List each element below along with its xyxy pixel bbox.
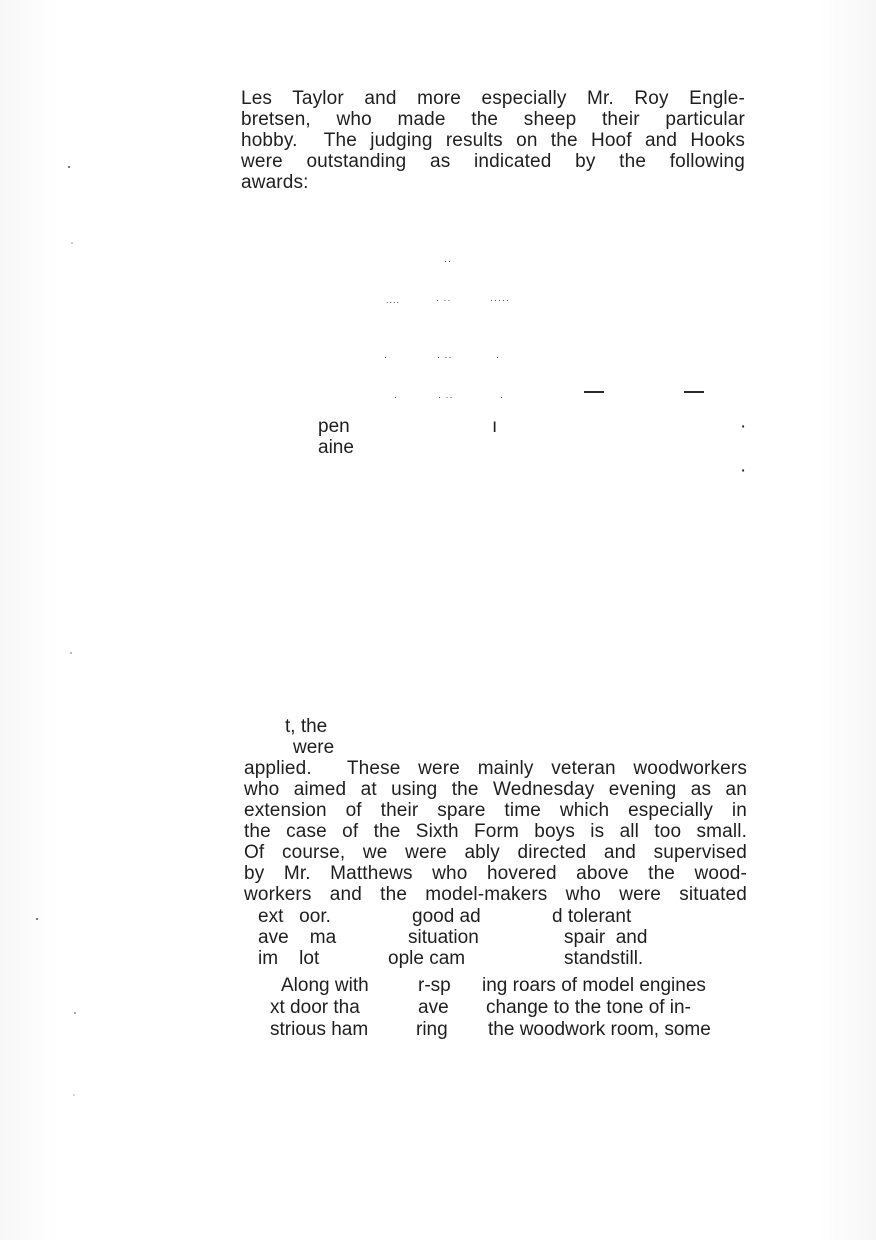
table-dash xyxy=(684,391,704,393)
text-line: applied. These were mainly veteran woodworkers xyxy=(244,758,747,779)
table-dash xyxy=(584,391,604,393)
faded-table-dots: ·· xyxy=(444,256,452,266)
text-line: Les Taylor and more especially Mr. Roy Engle- xyxy=(241,88,745,109)
text-fragment: · xyxy=(740,460,747,481)
text-fragment: ring xyxy=(416,1019,448,1040)
text-fragment: ave ma xyxy=(258,927,337,948)
text-fragment: · xyxy=(740,416,747,437)
text-fragment: strious ham xyxy=(270,1019,369,1040)
text-fragment: were xyxy=(293,737,335,758)
text-fragment: good ad xyxy=(412,906,481,927)
scan-speck xyxy=(73,1094,75,1096)
text-line: extension of their spare time which especially in xyxy=(244,800,747,821)
faded-table-dots: · ·· xyxy=(437,352,453,362)
faded-table-dots: · xyxy=(496,352,500,362)
text-fragment: situation xyxy=(408,927,479,948)
faded-table-dots: ····· xyxy=(490,295,510,305)
faded-table-dots: · ·· xyxy=(436,295,452,305)
text-line: awards: xyxy=(241,172,309,193)
scan-speck xyxy=(36,918,38,920)
scan-speck xyxy=(70,652,72,654)
text-fragment: ext oor. xyxy=(258,906,331,927)
faded-table-dots: · xyxy=(394,392,398,402)
text-line: Of course, we were ably directed and supervised xyxy=(244,842,747,863)
faded-table-dots: .... xyxy=(386,295,401,305)
faded-table-dots: · xyxy=(384,352,388,362)
text-fragment: ı xyxy=(492,416,498,437)
text-fragment: r-sp xyxy=(418,975,451,996)
scan-speck xyxy=(74,1012,76,1014)
faded-table-dots: · ·· xyxy=(438,392,454,402)
text-fragment: pen xyxy=(318,416,350,437)
scan-speck xyxy=(68,166,70,168)
text-fragment: change to the tone of in- xyxy=(486,997,691,1018)
text-line: bretsen, who made the sheep their particular xyxy=(241,109,745,130)
faded-table-dots: · xyxy=(500,392,504,402)
text-fragment: im lot xyxy=(258,948,320,969)
text-fragment: standstill. xyxy=(564,948,644,969)
text-fragment: t, the xyxy=(285,716,328,737)
text-fragment: d tolerant xyxy=(552,906,632,927)
text-line: who aimed at using the Wednesday evening as an xyxy=(244,779,747,800)
text-line: hobby. The judging results on the Hoof and Hooks xyxy=(241,130,745,151)
text-fragment: aine xyxy=(318,437,354,458)
text-fragment: ing roars of model engines xyxy=(482,975,706,996)
text-fragment: Along with xyxy=(281,975,369,996)
text-fragment: xt door tha xyxy=(270,997,360,1018)
text-line: were outstanding as indicated by the following xyxy=(241,151,745,172)
text-line: workers and the model-makers who were situated xyxy=(244,884,747,905)
scan-speck xyxy=(71,242,73,244)
text-line: the case of the Sixth Form boys is all too small. xyxy=(244,821,747,842)
text-fragment: ople cam xyxy=(388,948,466,969)
text-fragment: spair and xyxy=(564,927,648,948)
text-fragment: ave xyxy=(418,997,449,1018)
text-fragment: the woodwork room, some xyxy=(488,1019,711,1040)
text-line: by Mr. Matthews who hovered above the wood- xyxy=(244,863,747,884)
